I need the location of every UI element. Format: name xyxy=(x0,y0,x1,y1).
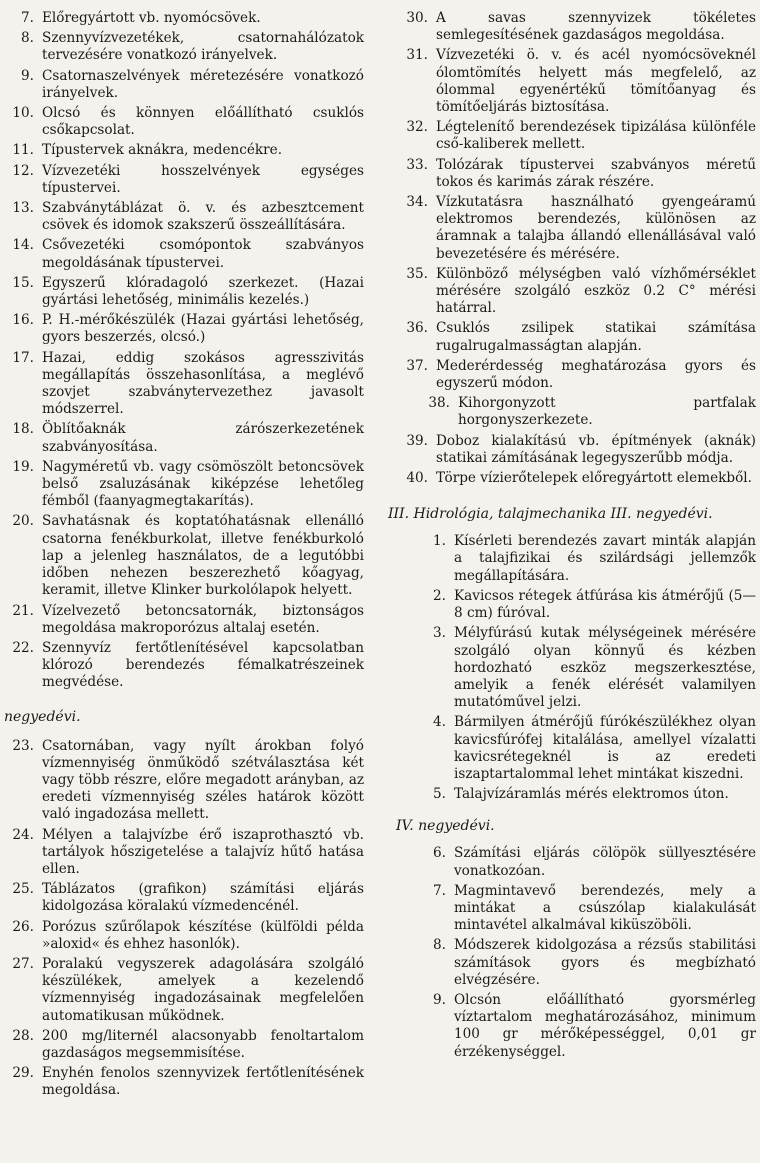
list-item xyxy=(4,956,364,1025)
list-item xyxy=(4,1028,364,1062)
list-item xyxy=(4,200,364,234)
item-number: 13. xyxy=(12,200,34,217)
list-item xyxy=(388,937,756,989)
list-item xyxy=(4,163,364,197)
list-item xyxy=(388,470,756,487)
left-list-top xyxy=(4,10,364,692)
item-number: 39. xyxy=(406,432,428,449)
list-item xyxy=(388,157,756,191)
item-text: Kísérleti berendezés zavart minták alapján a talajfizikai és szilárdsági jellemzők megállapítására. xyxy=(454,533,756,584)
list-item xyxy=(4,105,364,139)
item-number: 3. xyxy=(433,625,446,642)
item-number: 23. xyxy=(12,737,34,754)
list-item xyxy=(4,237,364,271)
item-text: Vízvezetéki hosszelvények egységes típustervei. xyxy=(42,162,364,196)
item-number: 20. xyxy=(12,513,34,530)
item-number: 22. xyxy=(12,639,34,656)
item-number: 5. xyxy=(433,786,446,803)
list-item xyxy=(4,275,364,309)
item-text: Talajvízáramlás mérés elektromos úton. xyxy=(454,786,729,803)
list-item xyxy=(388,992,756,1061)
list-item xyxy=(4,919,364,953)
list-item xyxy=(388,786,756,803)
item-number: 7. xyxy=(433,882,446,899)
item-number: 32. xyxy=(406,119,428,136)
left-column xyxy=(4,10,364,1103)
item-number: 8. xyxy=(21,30,34,47)
item-number: 14. xyxy=(12,237,34,254)
item-number: 37. xyxy=(406,357,428,374)
list-item xyxy=(4,68,364,102)
item-text: Módszerek kidolgozása a rézsűs stabilitási számítások gyors és megbízható elvégzésére. xyxy=(454,937,756,988)
list-item xyxy=(4,10,364,27)
list-item xyxy=(4,1065,364,1099)
item-text: Porózus szűrőlapok készítése (külföldi példa »aloxid« és ehhez hasonlók). xyxy=(42,918,364,952)
item-number: 6. xyxy=(433,845,446,862)
list-item xyxy=(388,47,756,116)
item-number: 10. xyxy=(12,105,34,122)
list-item xyxy=(4,738,364,824)
item-text: Öblítőaknák zárószerkezetének szabványosítása. xyxy=(42,421,364,455)
right-column xyxy=(388,10,756,1064)
item-text: Számítási eljárás cölöpök süllyesztésére vonatkozóan. xyxy=(454,845,756,879)
item-text: Típustervek aknákra, medencékre. xyxy=(42,142,283,159)
item-text: A savas szennyvizek tökéletes semlegesítésének gazdaságos megoldása. xyxy=(436,10,756,44)
item-text: Szabványtáblázat ö. v. és azbesztcement csövek és idomok szakszerű összeállítására. xyxy=(42,200,364,234)
item-text: Tolózárak típustervei szabványos méretű tokos és karimás zárak részére. xyxy=(436,156,756,190)
item-number: 33. xyxy=(406,156,428,173)
item-number: 27. xyxy=(12,955,34,972)
item-number: 7. xyxy=(21,10,34,26)
list-item xyxy=(388,395,756,429)
list-item xyxy=(4,640,364,692)
list-item xyxy=(388,714,756,783)
list-item xyxy=(4,881,364,915)
item-number: 30. xyxy=(406,10,428,26)
list-item xyxy=(4,459,364,511)
item-number: 12. xyxy=(12,162,34,179)
item-text: Légtelenítő berendezések tipizálása különféle cső-kaliberek mellett. xyxy=(436,119,756,153)
item-text: Hazai, eddig szokásos agresszivitás megállapítás összehasonlítása, a meglévő szovjet szabványtervezethez javasolt módszerrel. xyxy=(42,349,364,418)
item-text: 200 mg/liternél alacsonyabb fenoltartalom gazdaságos megsemmisítése. xyxy=(42,1027,364,1061)
item-number: 34. xyxy=(406,194,428,211)
item-text: Mélyfúrású kutak mélységeinek mérésére szolgáló olyan könnyű és kézben hordozható eszköz megszerkesztése, amelyik a fenék elérését valamilyen mutatóművel jelzi. xyxy=(454,625,756,711)
list-item xyxy=(388,266,756,318)
item-number: 19. xyxy=(12,458,34,475)
item-number: 2. xyxy=(433,587,446,604)
list-item xyxy=(388,358,756,392)
item-number: 29. xyxy=(12,1065,34,1082)
item-number: 40. xyxy=(406,470,428,487)
item-number: 1. xyxy=(433,533,446,550)
list-item xyxy=(4,30,364,64)
item-number: 15. xyxy=(12,274,34,291)
item-text: P. H.-mérőkészülék (Hazai gyártási lehetőség, gyors beszerzés, olcsó.) xyxy=(42,312,364,346)
item-text: Szennyvízvezetékek, csatornahálózatok tervezésére vonatkozó irányelvek. xyxy=(42,30,364,64)
list-item xyxy=(388,194,756,263)
list-item xyxy=(388,320,756,354)
item-number: 36. xyxy=(406,320,428,337)
item-number: 9. xyxy=(433,991,446,1008)
item-text: Vízelvezető betoncsatornák, biztonságos megoldása makroporózus altalaj esetén. xyxy=(42,602,364,636)
list-item xyxy=(4,142,364,159)
list-item xyxy=(388,119,756,153)
list-item xyxy=(4,513,364,599)
section-heading-iv: IV. negyedévi. xyxy=(396,818,495,835)
list-item xyxy=(388,533,756,585)
list-item xyxy=(388,10,756,44)
list-item xyxy=(388,625,756,711)
item-number: 11. xyxy=(12,142,34,159)
item-number: 21. xyxy=(12,602,34,619)
list-item xyxy=(4,421,364,455)
item-text: Nagyméretű vb. vagy csömöszölt betoncsövek belső zsaluzásának kiképzése lehetőleg fémből (faanyagmegtakarítás). xyxy=(42,458,364,510)
item-number: 24. xyxy=(12,826,34,843)
list-item xyxy=(4,827,364,879)
item-text: Poralakú vegyszerek adagolására szolgáló készülékek, amelyek a kezelendő vízmennyiség ingadozásainak megfelelően automatikusan működnek. xyxy=(42,955,364,1024)
item-text: Vízkutatásra használható gyengeáramú elektromos berendezés, különösen az áramnak a talajba állandó ellenállásával való bevezetésére és mérésére. xyxy=(436,194,756,262)
item-number: 28. xyxy=(12,1027,34,1044)
list-item xyxy=(388,845,756,879)
list-item xyxy=(4,350,364,419)
item-number: 16. xyxy=(12,312,34,329)
item-text: Doboz kialakítású vb. építmények (aknák) statikai zámításának legegyszerűbb módja. xyxy=(436,432,756,466)
item-text: Törpe vízierőtelepek előregyártott elemekből. xyxy=(436,470,752,487)
item-text: Kihorgonyzott partfalak horgonyszerkezete. xyxy=(458,395,756,429)
item-text: Táblázatos (grafikon) számítási eljárás kidolgozása köralakú vízmedencénél. xyxy=(42,881,364,915)
item-text: Mederérdesség meghatározása gyors és egyszerű módon. xyxy=(436,357,756,392)
item-number: 31. xyxy=(406,47,428,64)
item-text: Csatornaszelvények méretezésére vonatkozó irányelvek. xyxy=(42,67,364,101)
item-text: Bármilyen átmérőjű fúrókészülékhez olyan kavicsfúrófej kitalálása, amellyel vízalatti kavicsrétegeknél is az eredeti iszaptartalommal lehet mintákat kiszedni. xyxy=(454,714,756,782)
section-heading-hidrologia: III. Hidrológia, talajmechanika III. negyedévi. xyxy=(388,506,713,523)
item-number: 17. xyxy=(12,349,34,366)
right-list-mid xyxy=(388,533,756,803)
item-number: 18. xyxy=(12,421,34,438)
item-number: 25. xyxy=(12,881,34,898)
item-text: Vízvezetéki ö. v. és acél nyomócsöveknél ólomtömítés helyett más megfelelő, az ólommal egyenértékű tömítőanyag és tömítőeljárás biztosítása. xyxy=(436,47,756,116)
item-number: 8. xyxy=(433,937,446,954)
item-number: 26. xyxy=(12,918,34,935)
item-text: Előregyártott vb. nyomócsövek. xyxy=(42,10,261,26)
item-text: Mélyen a talajvízbe érő iszaprothasztó vb. tartályok hőszigetelése a talajvíz hűtő hatása ellen. xyxy=(42,826,364,877)
item-number: 4. xyxy=(433,714,446,731)
list-item xyxy=(388,588,756,622)
list-item xyxy=(4,312,364,346)
item-text: Kavicsos rétegek átfúrása kis átmérőjű (5—8 cm) fúróval. xyxy=(454,587,756,622)
list-item xyxy=(388,883,756,935)
item-text: Savhatásnak és koptatóhatásnak ellenálló csatorna fenékburkolat, illetve fenékburkoló lap a jelenleg használatos, de a legutóbbi időben nehezen beszerezhető kőagyag, keramit, illetve Klinker burkolólapok helyett. xyxy=(42,513,364,599)
list-item xyxy=(388,433,756,467)
item-text: Csatornában, vagy nyílt árokban folyó vízmennyiség önműködő szétválasztása két vagy több részre, előre megadott arányban, az eredeti vízmennyiség széles határok között való ingadozása mellett. xyxy=(42,737,364,823)
item-text: Csuklós zsilipek statikai számítása rugalrugalmasságtan alapján. xyxy=(436,320,756,354)
item-text: Egyszerű klóradagoló szerkezet. (Hazai gyártási lehetőség, minimális kezelés.) xyxy=(42,274,364,309)
item-number: 35. xyxy=(406,265,428,282)
item-text: Enyhén fenolos szennyvizek fertőtlenítésének megoldása. xyxy=(42,1065,364,1099)
item-text: Különböző mélységben való vízhőmérséklet mérésére szolgáló eszköz 0.2 C° mérési határral. xyxy=(436,265,756,317)
item-text: Szennyvíz fertőtlenítésével kapcsolatban klórozó berendezés fémalkatrészeinek megvédése. xyxy=(42,639,364,691)
item-number: 38. xyxy=(428,395,450,412)
right-list-bottom xyxy=(388,845,756,1060)
left-list-bottom xyxy=(4,738,364,1100)
item-text: Csővezetéki csomópontok szabványos megoldásának típustervei. xyxy=(42,237,364,271)
item-number: 9. xyxy=(21,67,34,84)
section-heading-negyedevi: negyedévi. xyxy=(4,708,81,725)
item-text: Olcsón előállítható gyorsmérleg víztartalom meghatározásához, minimum 100 gr mérőképességgel, 0,01 gr érzékenységgel. xyxy=(454,991,756,1060)
list-item xyxy=(4,603,364,637)
item-text: Magmintavevő berendezés, mely a mintákat a csúszólap kialakulását mintavétel alkalmával kiküszöböli. xyxy=(454,882,756,934)
right-list-top xyxy=(388,10,756,487)
item-text: Olcsó és könnyen előállítható csuklós csőkapcsolat. xyxy=(42,105,364,139)
